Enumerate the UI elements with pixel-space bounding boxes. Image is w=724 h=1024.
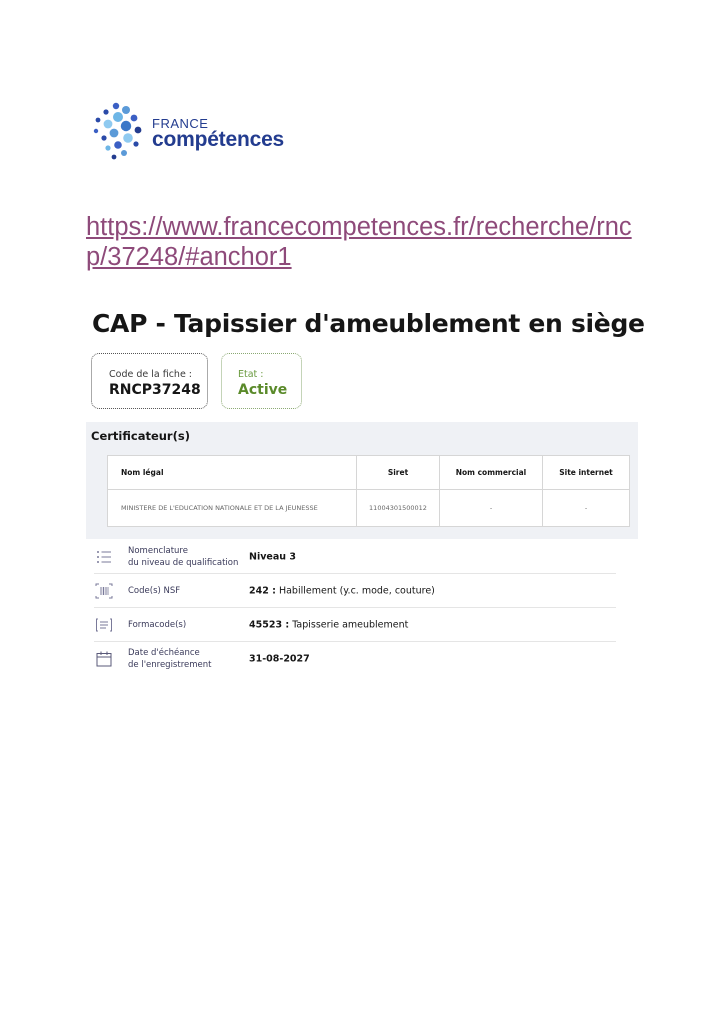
calendar-icon [95, 650, 113, 668]
detail-value-text: Tapisserie ameublement [289, 619, 409, 630]
detail-value-bold: 242 : [249, 585, 276, 596]
detail-label [128, 619, 186, 631]
certificateurs-section [86, 422, 638, 539]
detail-label-line1: Nomenclature [128, 545, 188, 556]
detail-value [249, 653, 310, 664]
detail-label [128, 545, 238, 569]
etat-card [221, 353, 302, 409]
cell-nom-legal: MINISTERE DE L'EDUCATION NATIONALE ET DE LA JEUNESSE [108, 490, 357, 527]
table-row [108, 490, 630, 527]
details-list [94, 540, 616, 675]
detail-value-bold: 31-08-2027 [249, 653, 310, 664]
source-url-link[interactable]: https://www.francecompetences.fr/recherche/rncp/37248/#anchor1 [86, 213, 632, 271]
detail-row-nsf [94, 574, 616, 608]
page-title: CAP - Tapissier d'ameublement en siège [92, 309, 645, 338]
france-competences-logo [90, 100, 310, 166]
detail-row-niveau [94, 540, 616, 574]
barcode-icon [95, 582, 113, 600]
detail-value-bold: 45523 : [249, 619, 290, 630]
header-nom-commercial: Nom commercial [440, 456, 543, 490]
list-icon [95, 548, 113, 566]
cell-site-internet: - [543, 490, 630, 527]
detail-label-line1: Formacode(s) [128, 619, 187, 630]
detail-value [249, 551, 296, 562]
detail-row-echeance [94, 642, 616, 675]
fiche-code-value: RNCP37248 [109, 382, 201, 398]
logo-mark-icon [90, 100, 148, 166]
header-nom-legal: Nom légal [108, 456, 357, 490]
certificateurs-table [107, 455, 630, 527]
detail-label [128, 585, 180, 597]
logo-text-france: FRANCE [152, 116, 209, 131]
cell-nom-commercial: - [440, 490, 543, 527]
detail-row-formacode [94, 608, 616, 642]
etat-label: Etat : [238, 369, 264, 380]
logo-text-competences: compétences [152, 128, 285, 151]
table-header-row [108, 456, 630, 490]
etat-value: Active [238, 382, 288, 398]
certificateurs-title: Certificateur(s) [91, 429, 190, 443]
detail-value-bold: Niveau 3 [249, 551, 296, 562]
fiche-code-label: Code de la fiche : [109, 369, 193, 380]
detail-value-text: Habillement (y.c. mode, couture) [275, 585, 435, 596]
header-site-internet: Site internet [543, 456, 630, 490]
header-siret: Siret [357, 456, 440, 490]
detail-label-line1: Code(s) NSF [128, 585, 181, 596]
detail-label-line2: du niveau de qualification [128, 557, 239, 568]
detail-label-line2: de l'enregistrement [128, 659, 212, 670]
cell-siret: 11004301500012 [357, 490, 440, 527]
detail-label-line1: Date d'échéance [128, 647, 200, 658]
detail-value [249, 585, 435, 596]
detail-value [249, 619, 408, 630]
formacode-icon [95, 616, 113, 634]
detail-label [128, 647, 211, 671]
fiche-code-card [91, 353, 208, 409]
